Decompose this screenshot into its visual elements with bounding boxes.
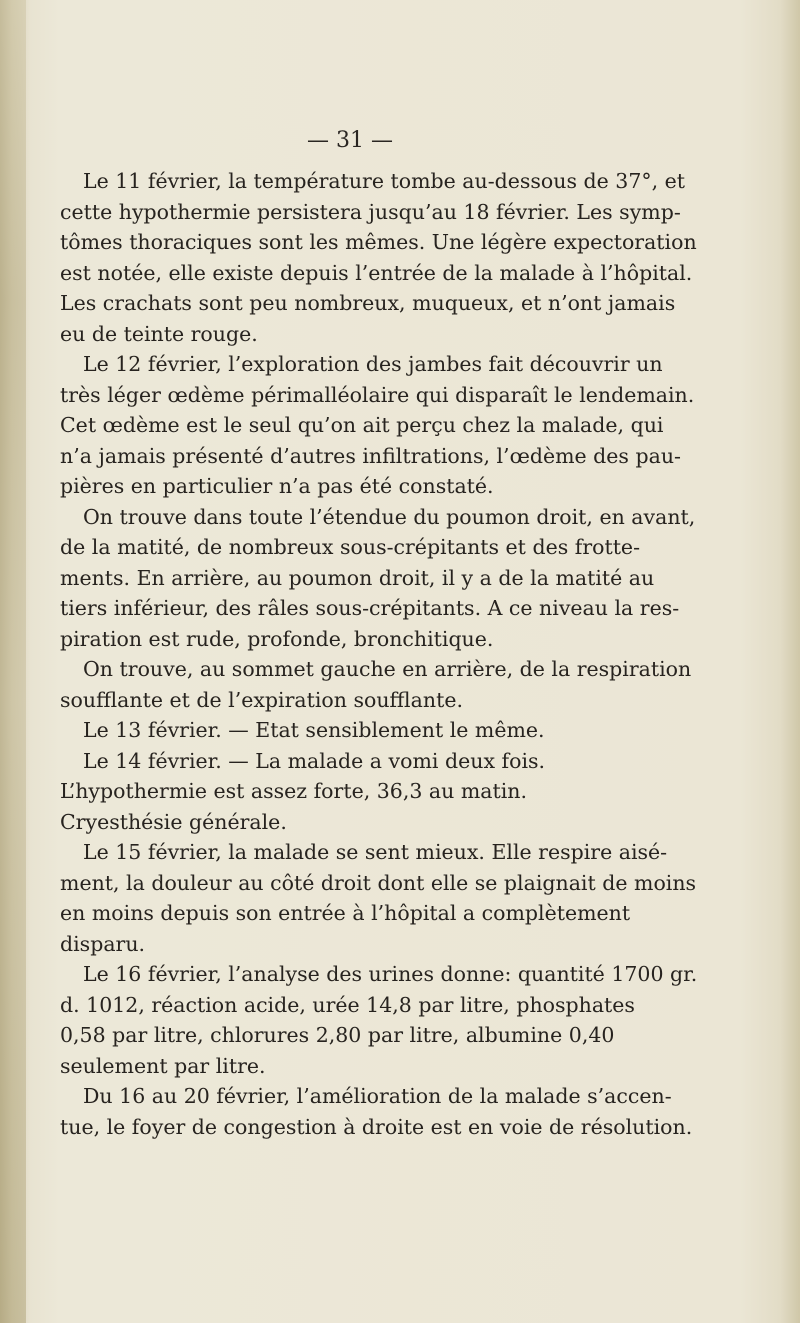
paragraph-feb-13: Le 13 février. — Etat sensiblement le même. [83,718,545,742]
paragraph-feb-14: Le 14 février. — La malade a vomi deux fois. L’hypothermie est assez forte, 36,3 au matin. Cryesthésie générale. [60,748,546,834]
paragraph-feb-12: Le 12 février, l’exploration des jambes fait découvrir un très léger œdème périmalléolaire qui disparaît le lendemain. Cet œdème est le seul qu’on ait perçu chez la malade, qui n’a jamais présenté d’autres infiltrations, l’œdème des pau- pières en particulier n’a pas été constaté. [60,352,695,498]
paragraph-feb-16: Le 16 février, l’analyse des urines donne: quantité 1700 gr. d. 1012, réaction acide, urée 14,8 par litre, phosphates 0,58 par litre, chlorures 2,80 par litre, albumine 0,40 seulement par litre. [60,962,698,1078]
paragraph-left-apex: On trouve, au sommet gauche en arrière, de la respiration soufflante et de l’expiration soufflante. [60,657,692,712]
paragraph-feb-11: Le 11 février, la température tombe au-dessous de 37°, et cette hypothermie persistera jusqu’au 18 février. Les symp- tômes thoraciques sont les mêmes. Une légère expectoration est notée, elle existe depuis l’entrée de la malade à l’hôpital. Les crachats sont peu nombreux, muqueux, et n’ont jamais eu de teinte rouge. [60,169,697,346]
paragraph-right-lung: On trouve dans toute l’étendue du poumon droit, en avant, de la matité, de nombreux sous-crépitants et des frotte- ments. En arrière, au poumon droit, il y a de la matité au tiers inférieur, des râles sous-crépitants. A ce niveau la res- piration est rude, profonde, bronchitique. [60,504,696,651]
paragraph-feb-15: Le 15 février, la malade se sent mieux. Elle respire aisé- ment, la douleur au côté droit dont elle se plaignait de moins en moins depuis son entrée à l’hôpital a complètement disparu. [60,840,697,956]
body-text [60,166,748,1142]
paragraph-feb-16-20: Du 16 au 20 février, l’amélioration de la malade s’accen- tue, le foyer de congestion à droite est en voie de résolution. [60,1084,693,1139]
page-number: — 31 — [307,128,393,153]
page-gutter-shadow [0,0,26,1323]
